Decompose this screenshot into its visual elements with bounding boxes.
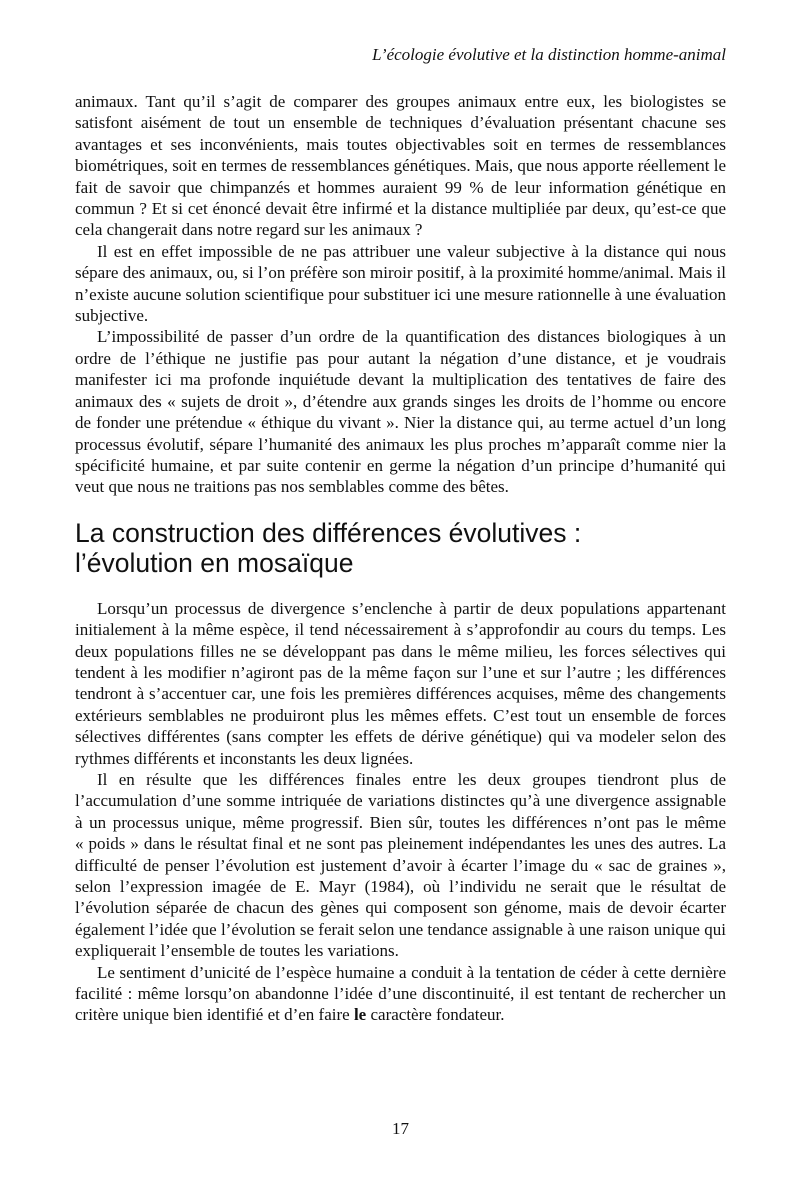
final-paragraph-before-bold: Le sentiment d’unicité de l’espèce humaine a conduit à la tentation de céder à cette dernière facilité : même lorsqu’on abandonne l’idée d’une discontinuité, il est tentant de rechercher un critère unique bien identifié et d’en faire xyxy=(75,962,726,1025)
final-paragraph-bold-word: le xyxy=(353,1005,367,1025)
paragraph-ethics-distance: L’impossibilité de passer d’un ordre de la quantification des distances biologiques à un ordre de l’éthique ne justifie pas pour autant la négation d’une distance, et je voudrais manifester ici ma profonde inquiétude devant la multiplication des tentatives de faire des animaux des « sujets de droit », d’étendre aux grands singes les droits de l’homme ou encore de fonder une prétendue « éthique du vivant ». Nier la distance qui, au terme actuel d’un long processus évolutif, sépare l’humanité des animaux les plus proches m’apparaît comme nier la spécificité humaine, et par suite contenir en germe la négation d’un principe d’humanité qui veut que nous ne traitions pas nos semblables comme des bêtes. xyxy=(75,327,726,497)
paragraph-subjective-value: Il est en effet impossible de ne pas attribuer une valeur subjective à la distance qui nous sépare des animaux, ou, si l’on préfère son miroir positif, à la proximité homme/animal. Mais il n’existe aucune solution scientifique pour substituer ici une mesure rationnelle à une évaluation subjective. xyxy=(75,241,726,326)
running-header: L’écologie évolutive et la distinction homme-animal xyxy=(372,45,726,64)
section-heading xyxy=(75,518,726,578)
section-heading-line2: l’évolution en mosaïque xyxy=(75,547,354,578)
section-heading-line1: La construction des différences évolutives : xyxy=(75,517,582,548)
paragraph-final xyxy=(75,962,726,1026)
final-paragraph-after-bold: caractère fondateur. xyxy=(366,1005,505,1025)
paragraph-divergence-process: Lorsqu’un processus de divergence s’enclenche à partir de deux populations appartenant initialement à la même espèce, il tend nécessairement à s’approfondir au cours du temps. Les deux populations filles ne se développant pas dans le même milieu, les forces sélectives qui tendent à les modifier n’agiront pas de la même façon sur l’une et sur l’autre ; les différences tendront à s’accentuer car, une fois les premières différences acquises, même des changements extérieurs semblables ne produiront plus les mêmes effets. C’est tout un ensemble de forces sélectives différentes (sans compter les effets de dérive génétique) qui va modeler selon des rythmes différents et inconstants les deux lignées. xyxy=(75,598,726,768)
page-number: 17 xyxy=(392,1119,409,1138)
paragraph-accumulated-differences: Il en résulte que les différences finales entre les deux groupes tiendront plus de l’accumulation d’une somme intriquée de variations distinctes qu’à une divergence assignable à un processus unique, même progressif. Bien sûr, toutes les différences n’ont pas le même « poids » dans le résultat final et ne sont pas pleinement indépendantes les unes des autres. La difficulté de penser l’évolution est justement d’avoir à écarter l’image du « sac de graines », selon l’expression imagée de E. Mayr (1984), où l’individu ne serait que le résultat de l’évolution séparée de chacun des gènes qui composent son génome, mais de devoir écarter également l’idée que l’évolution se ferait selon une tendance assignable à une raison unique qui expliquerait l’ensemble de toutes les variations. xyxy=(75,769,726,961)
paragraph-continuation: animaux. Tant qu’il s’agit de comparer des groupes animaux entre eux, les biologistes se satisfont aisément de tout un ensemble de techniques d’évaluation présentant chacune ses avantages et ses inconvénients, mais toutes objectivables soit en termes de ressemblances biométriques, soit en termes de ressemblances génétiques. Mais, que nous apporte réellement le fait de savoir que chimpanzés et hommes auraient 99 % de leur information génétique en commun ? Et si cet énoncé devait être infirmé et la distance multipliée par deux, qu’est-ce que cela changerait dans notre regard sur les animaux ? xyxy=(75,92,726,240)
text-block xyxy=(75,91,726,1026)
